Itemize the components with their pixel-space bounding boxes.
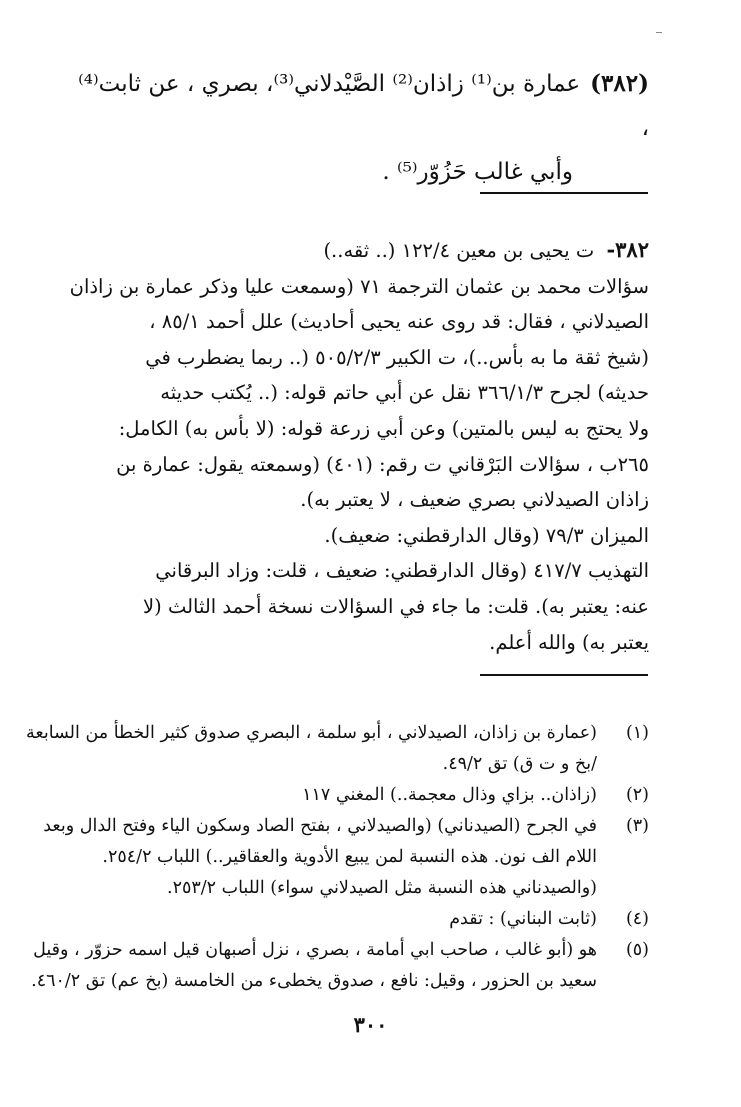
separator-rule-top	[480, 192, 648, 194]
footnote-number: (٢)	[625, 785, 649, 805]
commentary-text: ت يحيى بن معين ١٢٢/٤ (.. ثقه..)	[323, 239, 595, 262]
footnote-1	[26, 718, 649, 780]
commentary-block	[69, 232, 649, 660]
page-number: ٣٠٠	[353, 1012, 388, 1037]
footnote-line: (والصيدناني هذه النسبة مثل الصيدلاني سواء) اللباب ٢٥٣/٢.	[166, 878, 597, 898]
main-entry	[69, 62, 649, 194]
entry-line-1	[69, 62, 649, 150]
footnote-3	[43, 811, 649, 904]
commentary-number: ٣٨٢-	[606, 237, 649, 262]
footnote-number: (٣)	[625, 816, 649, 836]
footnotes	[26, 718, 649, 997]
footnote-number: (١)	[625, 723, 649, 743]
commentary-line: ٢٦٥ب ، سؤالات البَرْقاني ت رقم: (٤٠١) (وسمعته يقول: عمارة بن	[116, 452, 649, 476]
footnote-line: اللام الف نون. هذه النسبة لمن يبيع الأدوية والعقاقير..) اللباب ٢٥٤/٢.	[102, 847, 597, 867]
footnote-number: (٤)	[625, 909, 649, 929]
commentary-line: زاذان الصيدلاني بصري ضعيف ، لا يعتبر به).	[300, 488, 649, 512]
footnote-line: /بخ و ت ق) تق ٤٩/٢.	[442, 754, 597, 774]
footnote-line: (زاذان.. بزاي وذال معجمة..) المغني ١١٧	[302, 785, 597, 805]
footnote-line: في الجرح (الصيدناني) (والصيدلاني ، بفتح الصاد وسكون الياء وفتح الدال وبعد	[43, 816, 597, 836]
corner-mark	[656, 32, 662, 33]
commentary-line: الميزان ٧٩/٣ (وقال الدارقطني: ضعيف).	[324, 523, 649, 547]
footnote-line: سعيد بن الحزور ، وقيل: نافع ، صدوق يخطىء من الخامسة (بخ عم) تق ٤٦٠/٢.	[31, 971, 597, 991]
commentary-line	[77, 232, 649, 269]
commentary-line: يعتبر به) والله أعلم.	[489, 630, 649, 654]
entry-line-2: وأبي غالب حَزُوّر⁽⁵⁾ .	[382, 159, 573, 185]
commentary-line: الصيدلاني ، فقال: قد روى عنه يحيى أحاديث) علل أحمد ٨٥/١ ،	[149, 310, 649, 334]
separator-rule-bottom	[480, 674, 648, 676]
commentary-line: عنه: يعتبر به). قلت: ما جاء في السؤالات نسخة أحمد الثالث (لا	[143, 594, 649, 618]
footnote-line: هو (أبو غالب ، صاحب ابي أمامة ، بصري ، نزل أصبهان قيل اسمه حزوّر ، وقيل	[33, 940, 597, 960]
footnote-line: (عمارة بن زاذان، الصيدلاني ، أبو سلمة ، البصري صدوق كثير الخطأ من السابعة	[26, 723, 597, 743]
commentary-line: سؤالات محمد بن عثمان الترجمة ٧١ (وسمعت عليا وذكر عمارة بن زاذان	[69, 274, 649, 298]
entry-text-1: عمارة بن⁽¹⁾ زاذان⁽²⁾ الصَّيْدلاني⁽³⁾، بصري ، عن ثابت⁽⁴⁾ ،	[78, 71, 649, 141]
commentary-line: ولا يحتج به ليس بالمتين) وعن أبي زرعة قوله: (لا بأس به) الكامل:	[118, 416, 649, 440]
footnote-2	[69, 780, 649, 811]
footnote-5	[31, 935, 649, 997]
footnote-4	[69, 904, 649, 935]
commentary-line: حديثه) لجرح ٣٦٦/١/٣ نقل عن أبي حاتم قوله: (.. يُكتب حديثه	[160, 381, 649, 405]
commentary-line: (شيخ ثقة ما به بأس..)، ت الكبير ٥٠٥/٢/٣ (.. ربما يضطرب في	[145, 345, 649, 369]
commentary-line: التهذيب ٤١٧/٧ (وقال الدارقطني: ضعيف ، قلت: وزاد البرقاني	[155, 559, 649, 583]
footnote-line: (ثابت البناني) : تقدم	[449, 909, 597, 929]
entry-number: (٣٨٢)	[590, 70, 649, 97]
footnote-number: (٥)	[625, 940, 649, 960]
